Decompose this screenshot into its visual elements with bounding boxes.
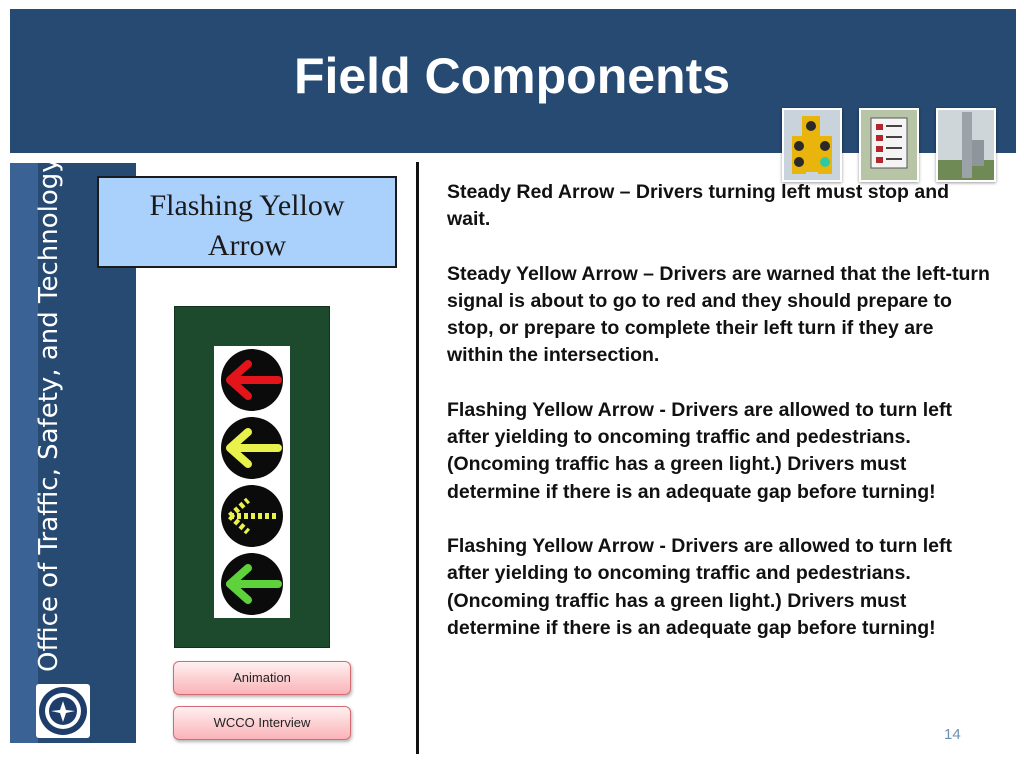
wcco-interview-button[interactable]: WCCO Interview (173, 706, 351, 740)
sidebar-label: Office of Traffic, Safety, and Technology (34, 157, 64, 672)
page-number: 14 (944, 726, 961, 743)
steady-green-arrow-icon (214, 550, 290, 618)
paragraph-steady-red: Steady Red Arrow – Drivers turning left must stop and wait. (447, 181, 950, 231)
label-line-1: Flashing Yellow (149, 189, 345, 222)
paragraph-flashing-yellow-repeat: Flashing Yellow Arrow - Drivers are allowed to turn left after yielding to oncoming traffic and pedestrians. (Oncoming traffic has a green light.) Drivers must determine if there is an adequate gap before turning! (447, 534, 952, 639)
paragraph-flashing-yellow: Flashing Yellow Arrow - Drivers are allowed to turn left after yielding to oncoming traffic and pedestrians. (Oncoming traffic has a green light.) Drivers must determine if there is an adequate gap before turning! (447, 398, 952, 503)
paragraph-steady-yellow: Steady Yellow Arrow – Drivers are warned that the left-turn signal is about to go to red and they should prepare to stop, or prepare to complete their left turn if they are within the intersection. (447, 262, 990, 367)
signal-head-image (174, 306, 330, 648)
traffic-signal-head-photo (782, 108, 842, 182)
signal-pole-photo (936, 108, 996, 182)
vertical-divider (416, 162, 419, 754)
animation-button[interactable]: Animation (173, 661, 351, 695)
steady-red-arrow-icon (214, 346, 290, 414)
mndot-seal-logo (36, 684, 90, 738)
flashing-yellow-arrow-label (97, 176, 397, 268)
label-line-2: Arrow (207, 229, 287, 262)
pedestrian-sign-photo (859, 108, 919, 182)
content-text (447, 179, 995, 669)
flashing-yellow-arrow-icon (214, 482, 290, 550)
steady-yellow-arrow-icon (214, 414, 290, 482)
slide-title: Field Components (293, 48, 731, 104)
